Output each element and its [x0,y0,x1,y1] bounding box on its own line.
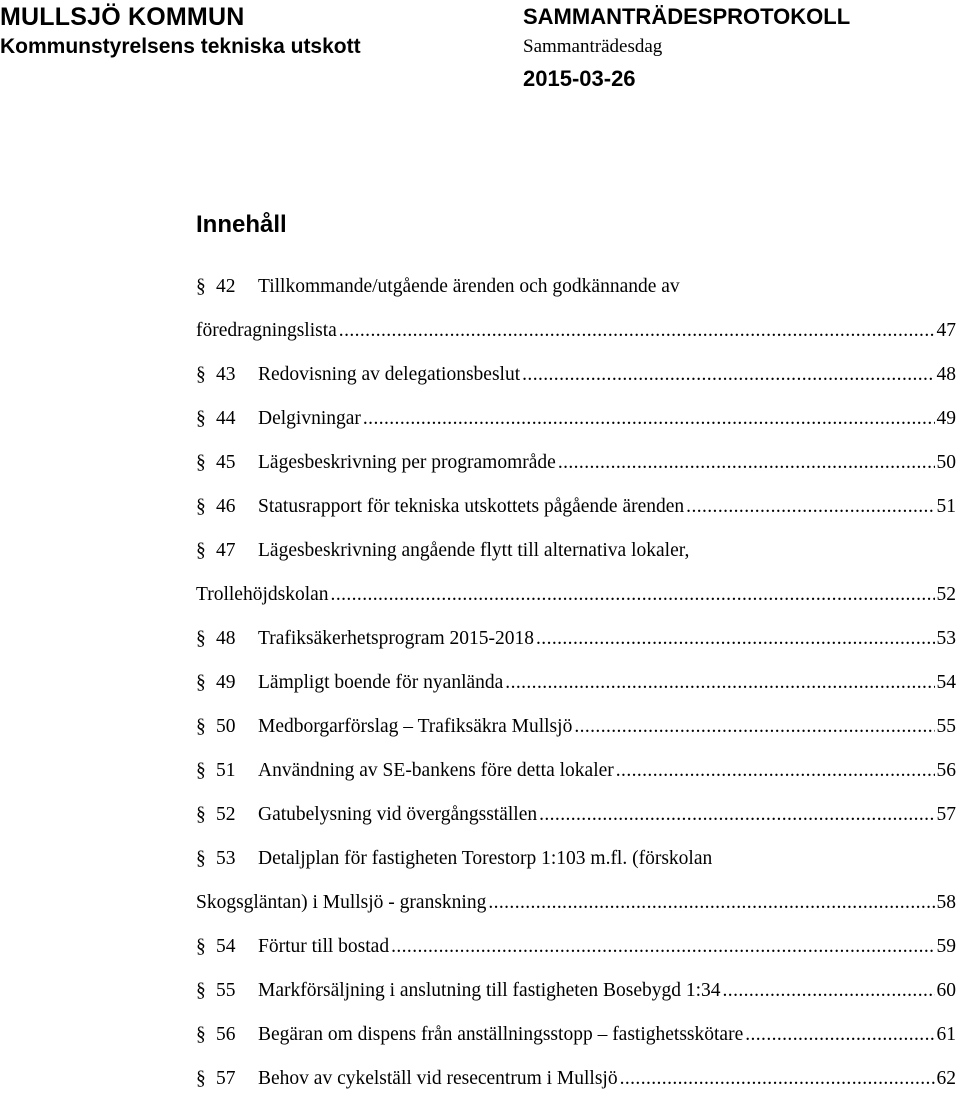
toc-entry-page-number: 53 [936,628,956,649]
toc-entry-title: Medborgarförslag – Trafiksäkra Mullsjö [258,716,573,737]
toc-entry-page-number: 48 [936,364,956,385]
toc-entry-number: 49 [216,672,236,693]
toc-entry-title: Statusrapport för tekniska utskottets pågående ärenden [258,496,685,517]
section-symbol: § [196,848,206,869]
toc-entry[interactable] [196,925,956,969]
toc-entry-title: Förtur till bostad [258,936,390,957]
document-header-left [0,2,361,62]
toc-entry[interactable] [196,1013,956,1057]
toc-entry-page-number: 52 [936,584,956,605]
section-symbol: § [196,628,206,649]
toc-entry-page-number: 58 [936,892,956,913]
dot-leader [363,397,935,441]
meeting-date: 2015-03-26 [523,66,636,91]
dot-leader [536,617,934,661]
toc-entry[interactable] [196,1057,956,1101]
table-of-contents [196,265,956,1101]
toc-entry[interactable] [196,265,956,353]
toc-entry[interactable] [196,441,956,485]
dot-leader [331,573,935,617]
dot-leader [391,925,934,969]
toc-entry-number: 46 [216,496,236,517]
toc-entry[interactable] [196,529,956,617]
toc-entry-title: Behov av cykelställ vid resecentrum i Mullsjö [258,1068,618,1089]
toc-entry[interactable] [196,617,956,661]
toc-entry[interactable] [196,837,956,925]
toc-entry-page-number: 55 [936,716,956,737]
dot-leader [723,969,935,1013]
dot-leader [620,1057,935,1101]
toc-entry[interactable] [196,749,956,793]
toc-entry-number: 44 [216,408,236,429]
toc-entry-number: 50 [216,716,236,737]
section-symbol: § [196,540,206,561]
toc-entry-number: 47 [216,540,236,561]
dot-leader [745,1013,934,1057]
toc-entry-title: Lägesbeskrivning per programområde [258,452,556,473]
toc-entry-title-line1: Lägesbeskrivning angående flytt till alternativa lokaler, [258,540,690,561]
section-symbol: § [196,804,206,825]
toc-entry-title: Trollehöjdskolan [196,584,329,605]
section-symbol: § [196,408,206,429]
dot-leader [616,749,935,793]
toc-entry[interactable] [196,969,956,1013]
toc-entry-number: 42 [216,276,236,297]
toc-entry-page-number: 57 [936,804,956,825]
toc-entry[interactable] [196,661,956,705]
toc-entry[interactable] [196,397,956,441]
toc-entry-page-number: 56 [936,760,956,781]
toc-entry-page-number: 54 [936,672,956,693]
toc-entry-title: Trafiksäkerhetsprogram 2015-2018 [258,628,535,649]
toc-entry-title: Gatubelysning vid övergångsställen [258,804,538,825]
toc-entry-number: 55 [216,980,236,1001]
section-symbol: § [196,672,206,693]
section-symbol: § [196,1024,206,1045]
section-symbol: § [196,276,206,297]
toc-entry-page-number: 47 [936,320,956,341]
dot-leader [574,705,934,749]
dot-leader [339,309,935,353]
toc-entry-title-line1: Tillkommande/utgående ärenden och godkännande av [258,276,680,297]
toc-entry[interactable] [196,705,956,749]
section-symbol: § [196,936,206,957]
toc-entry-number: 48 [216,628,236,649]
toc-entry-page-number: 62 [936,1068,956,1089]
toc-entry-page-number: 51 [936,496,956,517]
toc-entry-number: 43 [216,364,236,385]
toc-entry[interactable] [196,353,956,397]
section-symbol: § [196,716,206,737]
committee-name: Kommunstyrelsens tekniska utskott [0,35,361,58]
toc-entry[interactable] [196,793,956,837]
toc-entry-page-number: 59 [936,936,956,957]
dot-leader [488,881,934,925]
toc-entry-page-number: 61 [936,1024,956,1045]
toc-entry-number: 52 [216,804,236,825]
dot-leader [686,485,934,529]
toc-entry[interactable] [196,485,956,529]
section-symbol: § [196,1068,206,1089]
toc-entry-title: Markförsäljning i anslutning till fastigheten Bosebygd 1:34 [258,980,721,1001]
toc-entry-title: Användning av SE-bankens före detta lokaler [258,760,614,781]
toc-entry-title: Begäran om dispens från anställningsstopp – fastighetsskötare [258,1024,744,1045]
toc-entry-title-line1: Detaljplan för fastigheten Torestorp 1:103 m.fl. (förskolan [258,848,713,869]
dot-leader [558,441,935,485]
toc-heading: Innehåll [196,211,287,238]
toc-entry-number: 54 [216,936,236,957]
dot-leader [505,661,934,705]
document-type: SAMMANTRÄDESPROTOKOLL [523,4,851,29]
toc-entry-title: Redovisning av delegationsbeslut [258,364,521,385]
document-header-right [523,2,850,96]
municipality-name: MULLSJÖ KOMMUN [0,3,245,31]
toc-entry-title: föredragningslista [196,320,337,341]
toc-entry-title: Delgivningar [258,408,361,429]
toc-entry-title: Lämpligt boende för nyanlända [258,672,504,693]
toc-entry-page-number: 49 [936,408,956,429]
toc-entry-page-number: 50 [936,452,956,473]
section-symbol: § [196,452,206,473]
section-symbol: § [196,980,206,1001]
toc-entry-number: 56 [216,1024,236,1045]
section-symbol: § [196,364,206,385]
toc-entry-number: 51 [216,760,236,781]
section-symbol: § [196,760,206,781]
dot-leader [539,793,934,837]
meeting-date-label: Sammanträdesdag [523,36,663,57]
toc-entry-number: 57 [216,1068,236,1089]
section-symbol: § [196,496,206,517]
toc-entry-number: 45 [216,452,236,473]
toc-entry-number: 53 [216,848,236,869]
toc-entry-page-number: 60 [936,980,956,1001]
toc-entry-title: Skogsgläntan) i Mullsjö - granskning [196,892,487,913]
dot-leader [522,353,934,397]
